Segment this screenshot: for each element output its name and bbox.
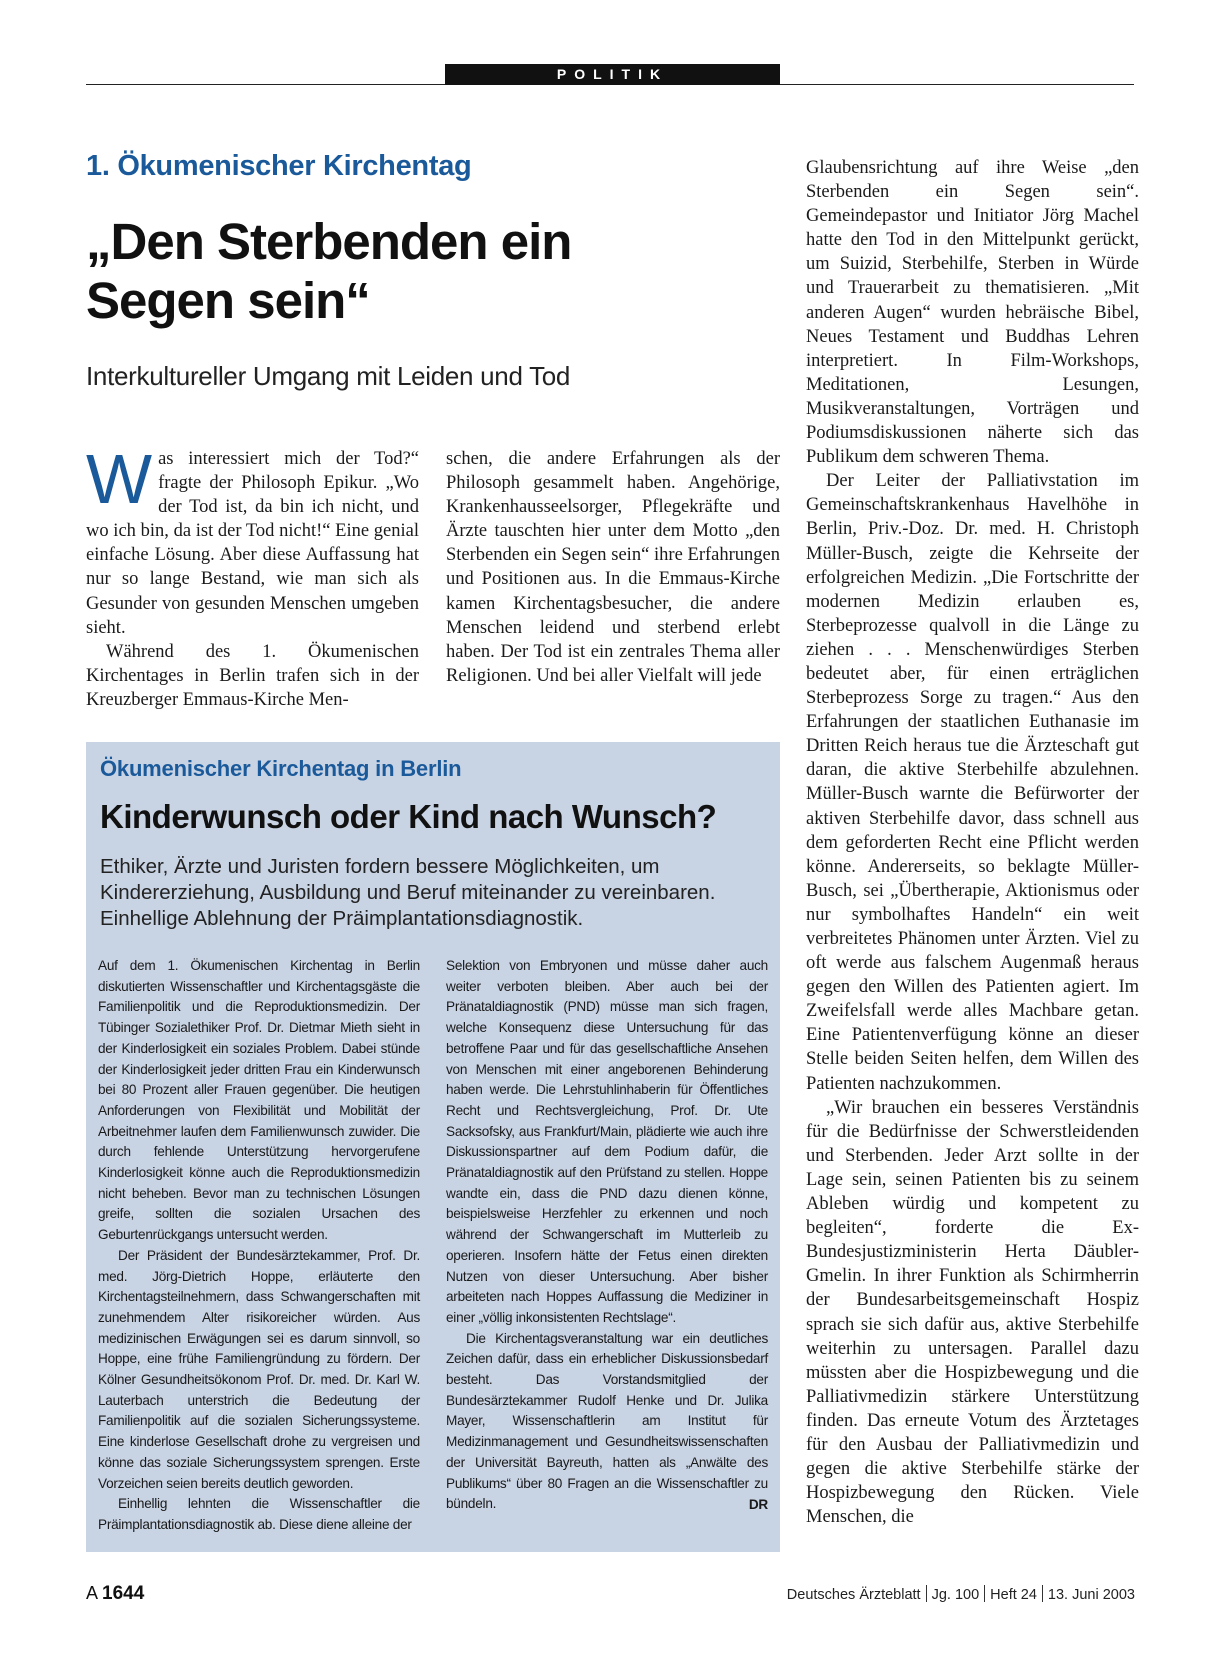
issue-date: 13. Juni 2003 [1047,1587,1135,1603]
separator [1042,1585,1043,1602]
box-paragraph: Der Präsident der Bundesärztekammer, Prof. Dr. med. Jörg-Dietrich Hoppe, erläuterte den Kirchentagsteilnehmern, dass Schwangerschaften mit zunehmendem Alter risikoreicher würden. Aus medizinischen Erwägungen sei es darum sinnvoll, so Hoppe, eine frühe Familiengründung zu fördern. Der Kölner Gesundheitsökonom Prof. Dr. med. Dr. Karl W. Lauterbach unterstrich die Bedeutung der Familienpolitik auf die sozialen Sicherungssysteme. Eine kinderlose Gesellschaft drohe zu vergreisen und könne das soziale Sicherungssystem sprengen. Erste Vorzeichen seien bereits deutlich geworden. [98,1247,420,1491]
box-column-1 [98,956,420,1536]
article-paragraph: „Wir brauchen ein besseres Verständnis für die Bedürfnisse der Schwerstleidenden und Sterbenden. Jeder Arzt sollte in der Lage sein, seinen Patienten bis zu seinem Ableben würdig und kompetent zu begleiten“, forderte die Ex-Bundesjustizministerin Herta Däubler-Gmelin. In ihrer Funktion als Schirmherrin der Bundesarbeitsgemeinschaft Hospiz sprach sie sich dafür aus, aktive Sterbehilfe weiterhin zu untersagen. Parallel dazu müssten aber die Hospizbewegung und die Palliativmedizin stärkere Unterstützung finden. Das erneute Votum des Ärztetages für den Ausbau der Palliativmedizin und gegen die aktive Sterbehilfe stärke der Hospizbewegung den Rücken. Viele Menschen, die [806,1097,1139,1528]
box-paragraph: Auf dem 1. Ökumenischen Kirchentag in Berlin diskutierten Wissenschaftler und Kirchentagsgäste die Familienpolitik und die Reproduktionsmedizin. Der Tübinger Sozialethiker Prof. Dr. Dietmar Mieth sieht in der Kinderlosigkeit ein soziales Problem. Dabei stünde der Kinderlosigkeit jeder dritten Frau ein Kinderwunsch bei 80 Prozent aller Frauen gegenüber. Die heutigen Anforderungen von Flexibilität und Mobilität der Arbeitnehmer laufen dem Familienwunsch zuwider. Die durch fehlende Unterstützung hervorgerufene Kinderlosigkeit könne auch die Reproduktionsmedizin nicht beheben. Bevor man zu technischen Lösungen greife, sollten die sozialen Ursachen des Geburtenrückgangs untersucht werden. [98,958,420,1243]
box-kicker: Ökumenischer Kirchentag in Berlin [100,756,462,781]
box-paragraph: Selektion von Embryonen und müsse daher auch weiter verboten bleiben. Aber auch bei der Pränataldiagnostik (PND) müsse man sich fragen, welche Konsequenz diese Untersuchung für das betroffene Paar und für das gesellschaftliche Ansehen von Menschen mit einer angeborenen Behinderung haben werde. Die Lehrstuhlinhaberin für Öffentliches Recht und Rechtsvergleichung, Prof. Dr. Ute Sacksofsky, aus Frankfurt/Main, plädierte wie auch ihre Diskussionspartner auf dem Podium dafür, die Pränataldiagnostik auf den Prüfstand zu stellen. Hoppe wandte ein, dass die PND dazu dienen könne, beispielsweise Herzfehler zu erkennen und noch während der Schwangerschaft im Mutterleib zu operieren. Insofern hätte der Fetus einen direkten Nutzen von dieser Untersuchung. Aber bisher arbeiteten nach Hoppes Auffassung die Mediziner in einer „völlig inkonsistenten Rechtslage“. [446,958,768,1325]
publication-info [787,1585,1135,1603]
page-number-value: 1644 [102,1583,145,1604]
article-kicker: 1. Ökumenischer Kirchentag [86,150,472,182]
volume: Jg. 100 [931,1587,980,1603]
box-column-2 [446,956,768,1516]
box-paragraph: Die Kirchentagsveranstaltung war ein deutliches Zeichen dafür, dass ein erheblicher Diskussionsbedarf besteht. Das Vorstandsmitglied der Bundesärztekammer Rudolf Henke und Dr. Julika Mayer, Wissenschaftlerin am Institut für Medizinmanagement und Gesundheitswissenschaften der Universität Bayreuth, hatten als „Anwälte des Publikums“ über 80 Fragen an die Wissenschaftler zu bündeln. [446,1330,768,1512]
box-paragraph: Einhellig lehnten die Wissenschaftler die Präimplantationsdiagnostik ab. Diese diene alleine der [98,1496,420,1532]
box-title: Kinderwunsch oder Kind nach Wunsch? [100,798,717,835]
page-number [86,1583,144,1605]
article-headline [86,212,726,330]
article-paragraph: Der Leiter der Palliativstation im Gemeinschaftskrankenhaus Havelhöhe in Berlin, Priv.-Doz. Dr. med. H. Christoph Müller-Busch, zeigte die Kehrseite der erfolgreichen Medizin. „Die Fortschritte der modernen Medizin erlauben es, Sterbeprozesse qualvoll in die Länge zu ziehen . . . Menschenwürdiges Sterben bedeutet aber, für einen erträglichen Sterbeprozess Sorge zu tragen.“ Aus den Erfahrungen der staatlichen Euthanasie im Dritten Reich heraus tue die Ärzteschaft gut daran, die aktive Sterbehilfe abzulehnen. Müller-Busch warnte die Befürworter der aktiven Sterbehilfe davor, dass schnell aus dem geforderten Recht eine Pflicht werden könne. Andererseits, so beklagte Müller-Busch, sei „Übertherapie, Aktionismus oder nur symbolhaftes Handeln“ ein weit verbreitetes Phänomen unter Ärzten. Viel zu oft werde aus falschem Augenmaß heraus gegen den Willen des Patienten agiert. Im Zweifelsfall werde alles Machbare getan. Eine Patientenverfügung könne an dieser Stelle beiden Seiten helfen, dem Willen des Patienten nachzukommen. [806,471,1139,1094]
section-label: POLITIK [445,64,780,85]
issue: Heft 24 [990,1587,1037,1603]
box-subtitle: Ethiker, Ärzte und Juristen fordern bessere Möglichkeiten, um Kindererziehung, Ausbildung und Beruf miteinander zu vereinbaren. Einhellige Ablehnung der Präimplantationsdiagnostik. [100,855,716,930]
article-column-3 [806,156,1139,1529]
sidebar-box [86,742,780,1552]
article-subhead: Interkultureller Umgang mit Leiden und Tod [86,361,571,391]
journal-name: Deutsches Ärzteblatt [786,1587,921,1603]
article-column-2 [446,447,780,688]
separator [984,1585,985,1602]
article-paragraph: Während des 1. Ökumenischen Kirchentages in Berlin trafen sich in der Kreuzberger Emmaus-Kirche Men- [86,641,419,710]
article-paragraph: schen, die andere Erfahrungen als der Philosoph gesammelt haben. Angehörige, Krankenhausseelsorger, Pflegekräfte und Ärzte tauschten hier unter dem Motto „den Sterbenden ein Segen sein“ ihre Erfahrungen und Positionen aus. In die Emmaus-Kirche kamen Kirchentagsbesucher, die andere Menschen leidend und sterbend erlebt haben. Der Tod ist ein zentrales Thema aller Religionen. Und bei aller Vielfalt will jede [446,449,780,686]
article-paragraph: Was interessiert mich der Tod?“ fragte der Philosoph Epikur. „Wo der Tod ist, da bin ich nicht, und wo ich bin, da ist der Tod nicht!“ Eine genial einfache Lösung. Aber diese Auffassung hat nur so lange Bestand, wie man sich als Gesunder von gesunden Menschen umgeben sieht. [86,440,419,638]
headline-line-2: Segen sein“ [86,272,370,329]
drop-cap: W [86,440,153,518]
author-signature: DR [748,1496,768,1512]
article-paragraph: Glaubensrichtung auf ihre Weise „den Sterbenden ein Segen sein“. Gemeindepastor und Initiator Jörg Machel hatte den Tod in den Mittelpunkt gerückt, um Suizid, Sterbehilfe, Sterben in Würde und Trauerarbeit zu thematisieren. „Mit anderen Augen“ wurden hebräische Bibel, Neues Testament und Buddhas Lehren interpretiert. In Film-Workshops, Meditationen, Lesungen, Musikveranstaltungen, Vorträgen und Podiumsdiskussionen näherte sich das Publikum dem schweren Thema. [806,158,1139,468]
page-prefix: A [86,1583,98,1603]
headline-line-1: „Den Sterbenden ein [86,213,572,270]
separator [926,1585,927,1602]
article-column-1 [86,440,419,712]
